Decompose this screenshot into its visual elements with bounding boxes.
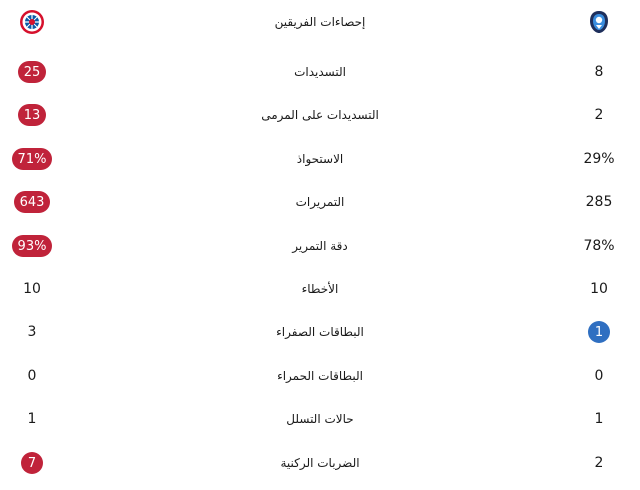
home-value-badge: 643	[14, 191, 51, 213]
stat-label: الأخطاء	[301, 282, 339, 296]
away-team-cell	[568, 6, 630, 38]
bayern-munich-logo-icon	[19, 9, 45, 35]
home-value-cell	[4, 360, 60, 392]
home-value-badge: 93%	[12, 235, 53, 257]
away-value-cell	[568, 316, 630, 348]
away-value: 29%	[583, 151, 615, 167]
stats-header-row	[0, 6, 640, 38]
away-value: 2	[594, 107, 604, 123]
home-value-badge: 25	[18, 61, 47, 83]
home-value-cell	[4, 273, 60, 305]
stat-label: التمريرات	[295, 195, 345, 209]
stat-row	[0, 273, 640, 305]
home-value-badge: 7	[21, 452, 43, 474]
away-value-cell	[568, 360, 630, 392]
away-value-cell	[568, 143, 630, 175]
home-value-cell	[4, 99, 60, 131]
stat-label: الاستحواذ	[296, 152, 344, 166]
away-value-cell	[568, 99, 630, 131]
home-value-cell	[4, 230, 60, 262]
away-value: 285	[585, 194, 613, 210]
away-value: 8	[594, 64, 604, 80]
home-value: 1	[27, 411, 37, 427]
home-value-cell	[4, 56, 60, 88]
atalanta-logo-icon	[586, 9, 612, 35]
stat-row	[0, 403, 640, 435]
home-value-cell	[4, 447, 60, 479]
away-value: 10	[590, 281, 608, 297]
stat-label: الضربات الركنية	[280, 456, 360, 470]
away-value: 2	[594, 455, 604, 471]
away-value-cell	[568, 403, 630, 435]
stat-row	[0, 56, 640, 88]
stat-label: التسديدات	[294, 65, 346, 79]
home-value-cell	[4, 143, 60, 175]
stat-row	[0, 143, 640, 175]
home-value: 3	[27, 324, 37, 340]
away-value: 78%	[583, 238, 615, 254]
stat-row	[0, 360, 640, 392]
stat-row	[0, 99, 640, 131]
stat-row	[0, 186, 640, 218]
stat-label: البطاقات الحمراء	[277, 369, 363, 383]
stat-row	[0, 316, 640, 348]
stat-label: التسديدات على المرمى	[261, 108, 379, 122]
away-value-badge: 1	[588, 321, 610, 343]
away-value: 1	[594, 411, 604, 427]
away-value-cell	[568, 56, 630, 88]
stat-label: البطاقات الصفراء	[276, 325, 364, 339]
home-value-cell	[4, 316, 60, 348]
home-value-badge: 13	[18, 104, 47, 126]
home-value: 10	[23, 281, 41, 297]
stat-row	[0, 447, 640, 479]
away-value-cell	[568, 447, 630, 479]
away-value-cell	[568, 186, 630, 218]
stats-title: إحصاءات الفريقين	[274, 15, 366, 29]
stat-label: حالات التسلل	[286, 412, 354, 426]
away-value-cell	[568, 230, 630, 262]
home-value-badge: 71%	[12, 148, 53, 170]
home-team-cell	[4, 6, 60, 38]
home-value: 0	[27, 368, 37, 384]
stat-row	[0, 230, 640, 262]
home-value-cell	[4, 403, 60, 435]
stat-label: دقة التمرير	[292, 239, 348, 253]
away-value-cell	[568, 273, 630, 305]
home-value-cell	[4, 186, 60, 218]
away-value: 0	[594, 368, 604, 384]
